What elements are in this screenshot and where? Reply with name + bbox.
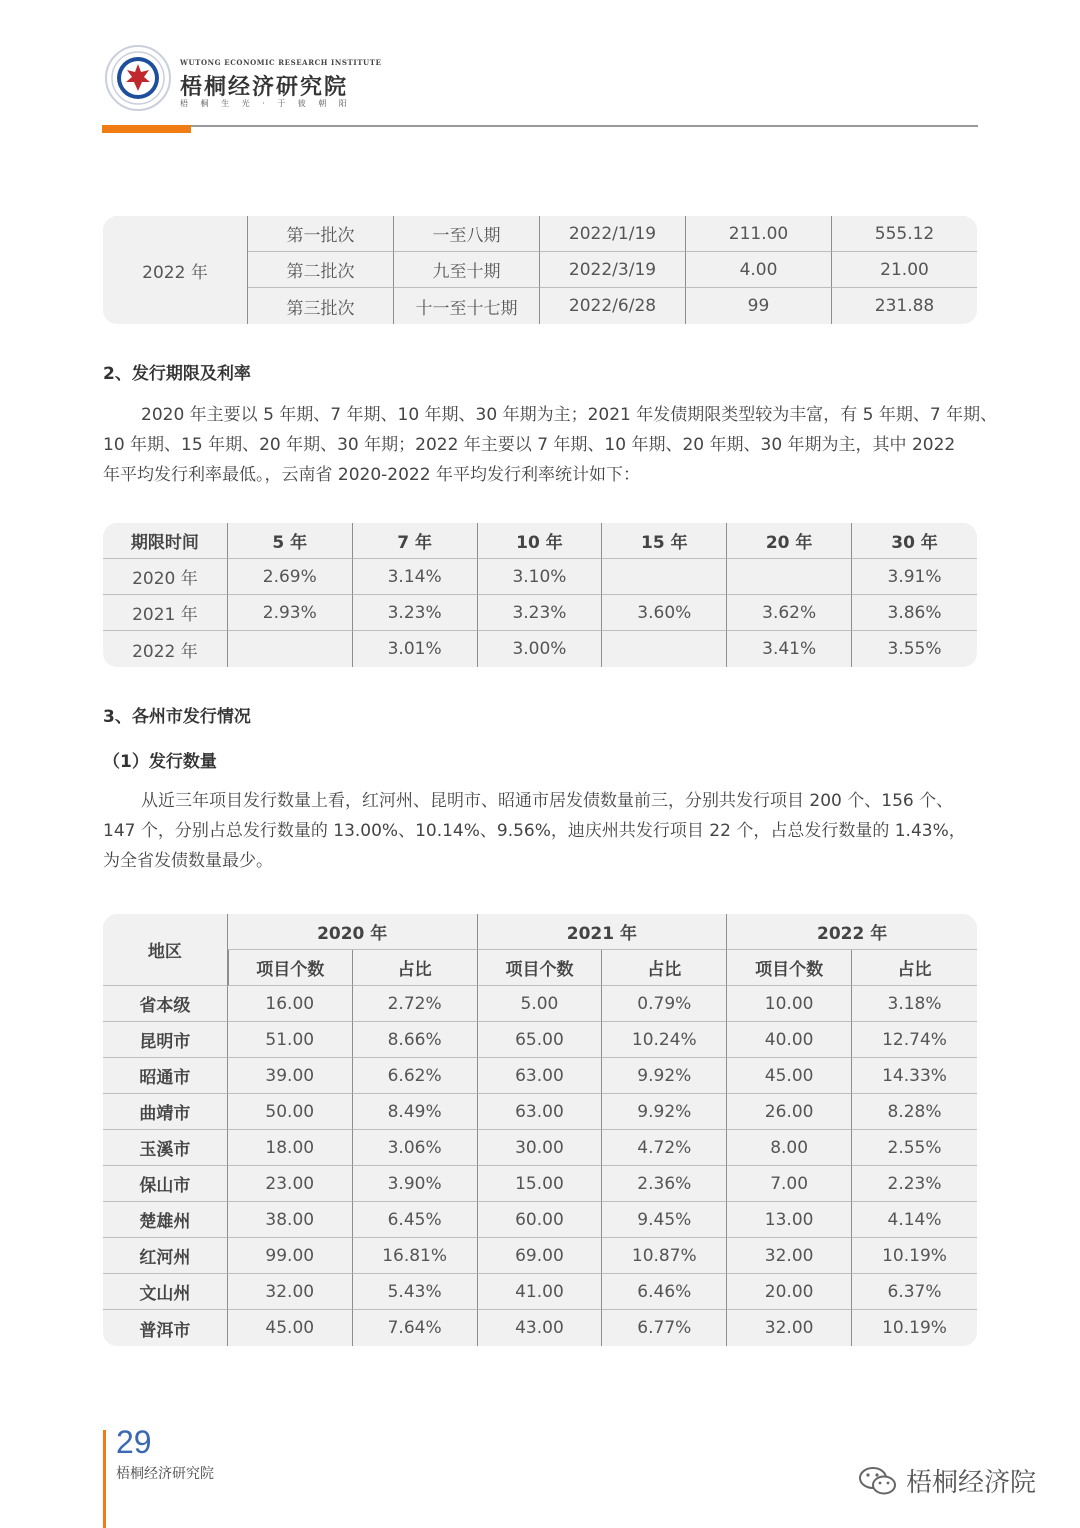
rates-table [103,523,977,667]
table-cell: 3.14% [353,559,478,595]
sub-heading: （1）发行数量 [103,752,217,772]
table-cell: 65.00 [478,1022,603,1058]
table-cell: 10.19% [852,1238,977,1274]
table-row [103,1130,977,1166]
table-cell: 14.33% [852,1058,977,1094]
region-name-cell: 昭通市 [103,1058,228,1094]
region-name-cell: 红河州 [103,1238,228,1274]
table-cell: 3.18% [852,986,977,1022]
table-cell: 6.77% [602,1310,727,1346]
table-cell: 32.00 [727,1310,852,1346]
column-header: 地区 [103,914,228,986]
table-cell: 16.00 [228,986,353,1022]
batch-table [103,216,977,324]
table-cell: 99 [686,288,832,324]
table-cell: 45.00 [727,1058,852,1094]
table-cell: 8.66% [353,1022,478,1058]
section-heading: 2、发行期限及利率 [103,364,251,384]
table-cell: 555.12 [832,216,977,252]
wechat-icon [858,1465,898,1497]
table-row [103,1238,977,1274]
year-header: 2022 年 [727,914,977,950]
region-name-cell: 曲靖市 [103,1094,228,1130]
table-cell [228,631,353,667]
paragraph-line: 从近三年项目发行数量上看，红河州、昆明市、昭通市居发债数量前三，分别共发行项目 200 个、156 个、 [141,791,954,811]
table-cell: 10.19% [882,1318,947,1338]
page-number: 29 [116,1424,152,1460]
table-cell: 3.00% [478,631,603,667]
table-row [103,559,977,595]
table-cell: 45.00 [228,1310,353,1346]
table-cell: 16.81% [353,1238,478,1274]
table-cell: 21.00 [832,252,977,288]
table-cell: 第二批次 [248,252,394,288]
org-name-en: WUTONG ECONOMIC RESEARCH INSTITUTE [180,58,382,67]
section-heading: 3、各州市发行情况 [103,707,251,727]
table-cell: 8.49% [353,1094,478,1130]
table-cell: 32.00 [727,1238,852,1274]
table-cell: 2020 年 [103,559,228,595]
table-cell: 9.92% [602,1058,727,1094]
table-cell: 2022/3/19 [540,252,686,288]
table-cell: 9.92% [602,1094,727,1130]
region-name-cell: 玉溪市 [103,1130,228,1166]
paragraph-line: 2020 年主要以 5 年期、7 年期、10 年期、30 年期为主；2021 年发债期限类型较为丰富，有 5 年期、7 年期、 [141,405,998,425]
table-cell: 一至八期 [394,216,540,252]
table-cell: 99.00 [228,1238,353,1274]
table-cell: 5.00 [478,986,603,1022]
table-cell: 63.00 [478,1058,603,1094]
table-row [103,1022,977,1058]
column-header: 占比 [602,950,727,986]
header-accent-bar [102,125,191,133]
table-cell: 3.10% [478,559,603,595]
table-cell: 3.01% [353,631,478,667]
table-cell: 九至十期 [394,252,540,288]
table-cell: 50.00 [228,1094,353,1130]
table-cell: 2.23% [852,1166,977,1202]
table-row [103,1094,977,1130]
table-cell: 2.55% [852,1130,977,1166]
table-cell: 6.62% [353,1058,478,1094]
paragraph-line: 年平均发行利率最低。，云南省 2020-2022 年平均发行利率统计如下： [103,465,640,485]
table-cell: 4.14% [852,1202,977,1238]
table-row [103,216,977,252]
paragraph-line: 147 个，分别占总发行数量的 13.00%、10.14%、9.56%，迪庆州共发行项目 22 个，占总发行数量的 1.43%， [103,821,966,841]
header-divider [102,125,978,127]
year-header: 2021 年 [478,914,728,950]
table-cell: 4.72% [602,1130,727,1166]
table-cell: 30.00 [478,1130,603,1166]
table-cell: 2.93% [228,595,353,631]
table-cell: 10.00 [727,986,852,1022]
table-row [103,631,977,667]
region-name-cell: 昆明市 [103,1022,228,1058]
table-cell: 0.79% [602,986,727,1022]
institute-logo [104,44,172,112]
table-cell: 60.00 [478,1202,603,1238]
table-cell: 2.72% [353,986,478,1022]
table-cell: 3.23% [478,595,603,631]
table-cell: 2021 年 [103,595,228,631]
column-header: 占比 [852,950,977,986]
org-name-cn: 梧桐经济研究院 [180,74,349,100]
table-cell: 3.62% [727,595,852,631]
table-cell: 15.00 [478,1166,603,1202]
column-header: 项目个数 [727,950,852,986]
table-header-row [103,914,977,950]
table-cell: 3.91% [852,559,977,595]
table-cell: 8.00 [727,1130,852,1166]
section-paragraph [103,400,998,490]
table-cell: 10.24% [602,1022,727,1058]
table-cell: 39.00 [228,1058,353,1094]
wechat-account-name: 梧桐经济院 [906,1468,1037,1498]
table-cell: 41.00 [478,1274,603,1310]
table-cell: 2022 年 [103,631,228,667]
table-cell: 2022/1/19 [540,216,686,252]
year-header: 2020 年 [228,914,478,950]
table-cell: 第三批次 [248,288,394,324]
region-name-cell: 楚雄州 [103,1202,228,1238]
column-header: 30 年 [852,523,977,559]
table-cell: 51.00 [228,1022,353,1058]
table-cell: 231.88 [874,296,935,316]
table-row [103,1058,977,1094]
region-name-cell: 省本级 [103,986,228,1022]
table-cell: 3.90% [353,1166,478,1202]
table-cell: 13.00 [727,1202,852,1238]
table-cell: 40.00 [727,1022,852,1058]
table-cell: 20.00 [727,1274,852,1310]
table-cell: 3.41% [727,631,852,667]
table-cell: 7.64% [353,1310,478,1346]
table-cell: 7.00 [727,1166,852,1202]
table-cell: 43.00 [478,1310,603,1346]
table-cell [727,559,852,595]
table-cell: 23.00 [228,1166,353,1202]
table-cell: 10.87% [602,1238,727,1274]
column-header: 7 年 [353,523,478,559]
table-cell: 12.74% [852,1022,977,1058]
column-header: 5 年 [228,523,353,559]
column-header: 项目个数 [478,950,603,986]
table-cell: 6.37% [852,1274,977,1310]
table-cell: 2.69% [228,559,353,595]
table-cell: 4.00 [686,252,832,288]
table-cell: 6.46% [602,1274,727,1310]
table-cell: 32.00 [228,1274,353,1310]
column-header: 期限时间 [103,523,228,559]
paragraph-line: 10 年期、15 年期、20 年期、30 年期；2022 年主要以 7 年期、10 年期、20 年期、30 年期为主，其中 2022 [103,435,956,455]
region-name-cell: 文山州 [103,1274,228,1310]
table-cell: 2022/6/28 [540,288,686,324]
column-header: 15 年 [602,523,727,559]
table-row [103,1166,977,1202]
batch-year-cell: 2022 年 [103,216,248,324]
table-cell: 26.00 [727,1094,852,1130]
table-cell: 9.45% [602,1202,727,1238]
table-cell: 第一批次 [248,216,394,252]
column-header: 20 年 [727,523,852,559]
table-cell: 6.45% [353,1202,478,1238]
footer-org-name: 梧桐经济研究院 [116,1466,214,1482]
table-cell: 211.00 [686,216,832,252]
table-cell: 63.00 [478,1094,603,1130]
table-cell: 2.36% [602,1166,727,1202]
table-row [103,1202,977,1238]
table-row [103,1274,977,1310]
table-cell: 3.06% [353,1130,478,1166]
regions-table [103,914,977,1346]
table-row [103,986,977,1022]
region-name-cell: 普洱市 [103,1310,228,1346]
table-cell: 3.60% [602,595,727,631]
table-cell: 3.23% [353,595,478,631]
column-header: 项目个数 [228,950,353,986]
table-row [103,1310,977,1346]
footer-accent-bar [103,1430,106,1528]
table-cell: 3.55% [887,639,942,659]
table-cell: 5.43% [353,1274,478,1310]
org-motto: 梧 桐 生 光 · 于 彼 朝 阳 [180,99,352,108]
wechat-watermark [858,1462,1036,1499]
table-header-row [103,523,977,559]
table-row [103,595,977,631]
table-cell: 18.00 [228,1130,353,1166]
table-cell [602,559,727,595]
table-cell: 38.00 [228,1202,353,1238]
table-cell [602,631,727,667]
table-cell: 3.86% [852,595,977,631]
region-name-cell: 保山市 [103,1166,228,1202]
table-header-row [103,950,977,986]
section-paragraph [103,786,977,876]
table-cell: 69.00 [478,1238,603,1274]
table-cell: 8.28% [852,1094,977,1130]
paragraph-line: 为全省发债数量最少。 [103,851,273,871]
column-header: 占比 [353,950,478,986]
table-cell: 十一至十七期 [394,288,540,324]
column-header: 10 年 [478,523,603,559]
